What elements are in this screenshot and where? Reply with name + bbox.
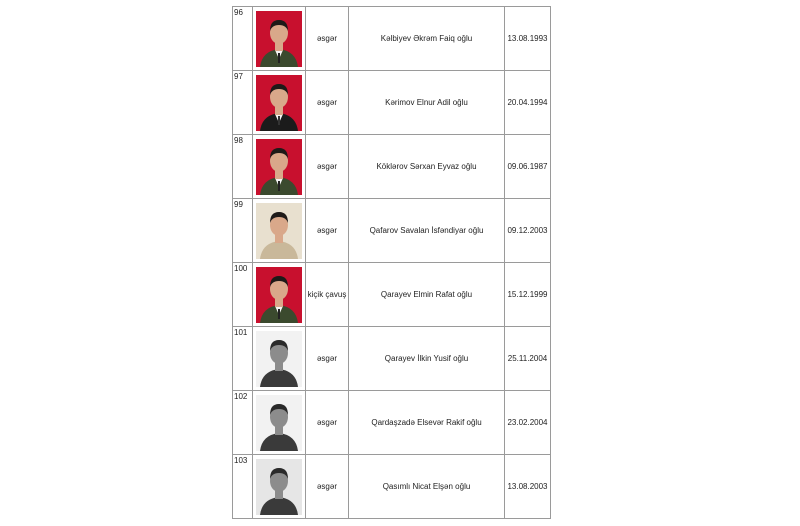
- name-cell: Qarayev İlkin Yusif oğlu: [349, 327, 505, 391]
- table-row-103: [233, 455, 551, 519]
- birth-date-cell: 15.12.1999: [505, 263, 551, 327]
- photo-cell: [253, 263, 306, 327]
- photo-cell: [253, 135, 306, 199]
- table-row-101: [233, 327, 551, 391]
- portrait-photo: [256, 267, 302, 323]
- table-row-98: [233, 135, 551, 199]
- rank-cell: əsgər: [306, 199, 349, 263]
- row-number: 101: [233, 327, 253, 391]
- row-number: 102: [233, 391, 253, 455]
- row-number: 100: [233, 263, 253, 327]
- name-cell: Qafarov Savalan İsfəndiyar oğlu: [349, 199, 505, 263]
- table-row-99: [233, 199, 551, 263]
- name-cell: Qarayev Elmin Rafat oğlu: [349, 263, 505, 327]
- table-row-102: [233, 391, 551, 455]
- rank-cell: əsgər: [306, 135, 349, 199]
- row-number: 103: [233, 455, 253, 519]
- row-number: 98: [233, 135, 253, 199]
- rank-cell: kiçik çavuş: [306, 263, 349, 327]
- row-number: 96: [233, 7, 253, 71]
- birth-date-cell: 23.02.2004: [505, 391, 551, 455]
- portrait-photo: [256, 395, 302, 451]
- row-number: 97: [233, 71, 253, 135]
- table-row-100: [233, 263, 551, 327]
- photo-cell: [253, 455, 306, 519]
- rank-cell: əsgər: [306, 327, 349, 391]
- portrait-photo: [256, 459, 302, 515]
- birth-date-cell: 25.11.2004: [505, 327, 551, 391]
- birth-date-cell: 20.04.1994: [505, 71, 551, 135]
- roster-body: [233, 7, 551, 519]
- row-number: 99: [233, 199, 253, 263]
- name-cell: Kəlbiyev Əkrəm Faiq oğlu: [349, 7, 505, 71]
- table-row-96: [233, 7, 551, 71]
- photo-cell: [253, 7, 306, 71]
- portrait-photo: [256, 331, 302, 387]
- name-cell: Köklərov Sərxan Eyvaz oğlu: [349, 135, 505, 199]
- name-cell: Qasımlı Nicat Elşən oğlu: [349, 455, 505, 519]
- birth-date-cell: 13.08.1993: [505, 7, 551, 71]
- birth-date-cell: 09.12.2003: [505, 199, 551, 263]
- portrait-photo: [256, 11, 302, 67]
- name-cell: Qardaşzadə Elsevər Rakif oğlu: [349, 391, 505, 455]
- rank-cell: əsgər: [306, 391, 349, 455]
- portrait-photo: [256, 203, 302, 259]
- photo-cell: [253, 199, 306, 263]
- photo-cell: [253, 327, 306, 391]
- rank-cell: əsgər: [306, 71, 349, 135]
- portrait-photo: [256, 139, 302, 195]
- photo-cell: [253, 71, 306, 135]
- birth-date-cell: 13.08.2003: [505, 455, 551, 519]
- photo-cell: [253, 391, 306, 455]
- table-row-97: [233, 71, 551, 135]
- birth-date-cell: 09.06.1987: [505, 135, 551, 199]
- rank-cell: əsgər: [306, 7, 349, 71]
- portrait-photo: [256, 75, 302, 131]
- name-cell: Kərimov Elnur Adil oğlu: [349, 71, 505, 135]
- rank-cell: əsgər: [306, 455, 349, 519]
- roster-table: [232, 6, 551, 519]
- roster-sheet: [232, 6, 546, 514]
